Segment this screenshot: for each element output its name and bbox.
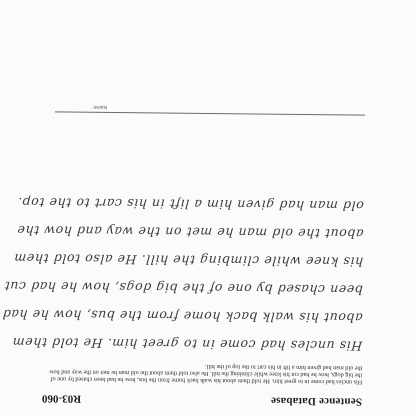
handwritten-line: about his walk back home from the bus, how he had (1, 306, 364, 326)
form-header (42, 390, 362, 407)
signature-line (55, 111, 365, 115)
handwritten-line: his knee while climbing the hill. He also told them (13, 250, 364, 270)
handwritten-line: about the old man he met on the way and how the (16, 223, 364, 242)
handwritten-line: His uncles had come in to greet him. He told them (11, 334, 363, 354)
typed-text-block: His uncles had come in to greet him. He told them about his walk back home from the bus, how he had been chased by one of the big dogs, how he had cut his knee while climbing the hill. He also told them about the old man he met on the way and how the old man had given him a lift in his cart to the top of the hill. (48, 362, 363, 386)
handwritten-text-block (1, 183, 365, 354)
name-label: Name: (92, 103, 108, 110)
handwritten-line: old man had given him a lift in his cart to the top. (16, 195, 365, 214)
handwritten-line: been chased by one of the big dogs, how he had cut (3, 278, 364, 298)
form-code: R03-060 (41, 392, 82, 405)
form-title: Sentence Database (270, 394, 363, 408)
